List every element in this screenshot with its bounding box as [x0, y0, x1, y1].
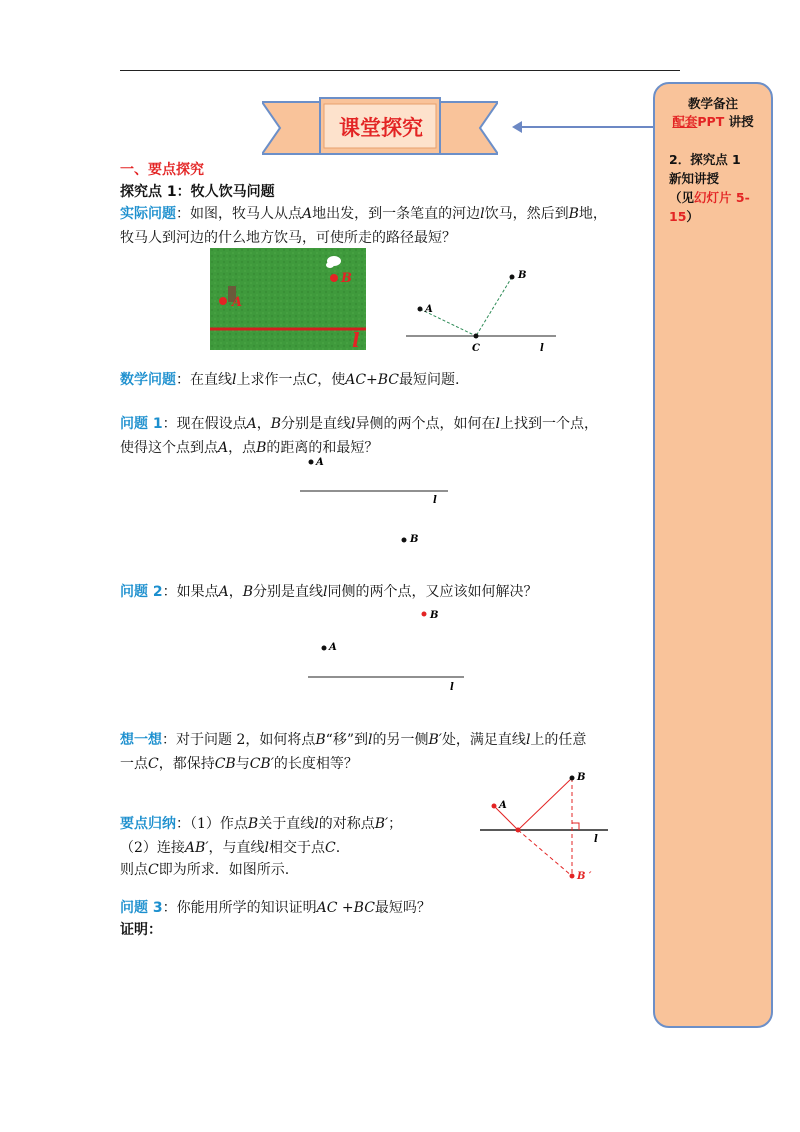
expr: AC+BC: [345, 372, 400, 388]
text-span: 一点: [120, 756, 148, 772]
q2-label: 问题 2: [120, 584, 163, 600]
photo-label-l: l: [352, 328, 360, 350]
pointer-arrow-line: [514, 126, 654, 128]
sidebar-item-open: （见: [669, 190, 695, 205]
var-l: l: [480, 206, 485, 222]
sidebar-item-close: ）: [686, 209, 699, 224]
text-span: 最短问题.: [399, 372, 460, 388]
text-span: ：如果点: [162, 584, 219, 600]
text-span: ，点: [228, 440, 257, 456]
fig3-label-A: A: [329, 642, 337, 653]
var-l: l: [323, 584, 328, 600]
var-l: l: [232, 372, 237, 388]
text-span: 的对称点: [318, 816, 375, 832]
text-span: ：对于问题 2，如何将点: [162, 732, 316, 748]
think-line1: [120, 728, 586, 752]
text-span: 则点: [120, 862, 148, 878]
practical-label: 实际问题: [120, 206, 176, 222]
figure-same-side: [304, 604, 468, 694]
fig4-label-Bp: B ′: [577, 871, 592, 882]
think-line2: [120, 752, 358, 776]
summary-line3: [120, 858, 289, 882]
figure-river-path: [400, 262, 560, 358]
arrow-left-icon: [512, 121, 522, 133]
figure-opposite-sides: [296, 452, 456, 548]
var-A: A: [218, 440, 229, 456]
section-subheading: 探究点 1：牧人饮马问题: [120, 184, 275, 200]
text-span: 上的任意: [530, 732, 587, 748]
var-CB: CB: [214, 756, 236, 772]
sidebar-item-text: 新知讲授: [669, 171, 720, 186]
var-B: B: [256, 440, 267, 456]
text-span: 上找到一个点，: [500, 416, 599, 432]
var-B: B: [315, 732, 326, 748]
text-span: 使得这个点到点: [120, 440, 218, 456]
question3: [120, 896, 431, 920]
text-span: 分别是直线: [281, 416, 352, 432]
photo-label-B: B: [341, 271, 352, 286]
summary-line1: [120, 812, 402, 836]
var-l: l: [367, 732, 373, 748]
text-span: +: [337, 900, 354, 916]
var-CBp: CB′: [249, 756, 274, 772]
text-span: ：（1）作点: [176, 816, 248, 832]
proof-label: 证明：: [120, 922, 162, 938]
text-span: ，: [228, 584, 243, 600]
text-span: ；: [388, 816, 403, 832]
text-span: ，使: [317, 372, 346, 388]
var-Bp: B′: [428, 732, 442, 748]
text-span: 异侧的两个点，如何在: [355, 416, 496, 432]
q3-label: 问题 3: [120, 900, 163, 916]
var-l: l: [495, 416, 501, 432]
var-AC: AC: [316, 900, 338, 916]
var-Bp: B′: [374, 816, 389, 832]
var-l: l: [351, 416, 356, 432]
text-span: ：你能用所学的知识证明: [162, 900, 317, 916]
text-span: 相交于点: [268, 840, 325, 856]
text-span: 上求作一点: [236, 372, 307, 388]
practical-problem-line2: 牧马人到河边的什么地方饮马，可使所走的路径最短？: [120, 230, 456, 246]
text-span: 处，满足直线: [441, 732, 526, 748]
var-B: B: [242, 584, 254, 600]
text-span: 饮马，然后到: [484, 206, 569, 222]
text-span: 即为所求．如图所示.: [158, 862, 290, 878]
text-span: ，与直线: [208, 840, 265, 856]
think-label: 想一想: [120, 732, 162, 748]
text-span: 分别是直线: [253, 584, 324, 600]
text-span: ：如图，牧马人从点: [176, 206, 302, 222]
fig4-label-l: l: [594, 834, 598, 845]
text-span: 的长度相等？: [273, 756, 358, 772]
math-problem: [120, 368, 459, 392]
text-span: 最短吗？: [374, 900, 431, 916]
summary-line2: [120, 836, 340, 860]
var-l: l: [264, 840, 269, 856]
text-span: 地，: [578, 206, 607, 222]
fig1-label-B: B: [518, 270, 527, 281]
banner-title: 课堂探究: [339, 116, 423, 140]
var-B: B: [270, 416, 282, 432]
var-l: l: [525, 732, 531, 748]
sidebar-rest: 讲授: [728, 114, 754, 129]
var-ABp: AB′: [184, 840, 209, 856]
question1-line1: [120, 412, 598, 436]
text-span: 关于直线: [258, 816, 315, 832]
sidebar-ppt: PPT: [697, 114, 725, 129]
var-B: B: [568, 206, 579, 222]
fig1-label-C: C: [472, 343, 480, 354]
var-C: C: [306, 372, 318, 388]
pasture-photo: [210, 248, 366, 350]
text-span: .: [335, 840, 341, 856]
text-span: ，都保持: [158, 756, 215, 772]
text-span: 与: [235, 756, 250, 772]
var-B: B: [247, 816, 259, 832]
text-span: ，: [256, 416, 271, 432]
var-BC: BC: [353, 900, 375, 916]
practical-problem-line1: [120, 202, 607, 226]
fig2-label-l: l: [433, 495, 437, 506]
question2: [120, 580, 538, 604]
text-span: 同侧的两个点，又应该如何解决？: [327, 584, 538, 600]
text-span: “移”到: [325, 732, 368, 748]
fig1-label-l: l: [540, 343, 544, 354]
fig1-label-A: A: [425, 304, 433, 315]
var-l: l: [314, 816, 319, 832]
text-span: （2）连接: [120, 840, 185, 856]
fig4-label-A: A: [499, 800, 507, 811]
section-heading: 一、要点探究: [120, 162, 204, 178]
sidebar-red-word: 配套: [672, 114, 698, 129]
text-span: ：现在假设点: [162, 416, 247, 432]
sidebar-item-num: 2．探究点 1: [669, 152, 741, 167]
fig3-label-l: l: [450, 682, 454, 693]
sidebar-item-slides: 幻灯片 5-15: [669, 190, 750, 224]
text-span: 的另一侧: [372, 732, 429, 748]
q1-label: 问题 1: [120, 416, 163, 432]
var-A: A: [302, 206, 313, 222]
fig3-label-B: B: [430, 610, 439, 621]
var-C: C: [148, 862, 159, 878]
var-C: C: [148, 756, 159, 772]
var-A: A: [246, 416, 257, 432]
photo-label-A: A: [232, 295, 243, 310]
var-A: A: [218, 584, 229, 600]
teaching-notes-sidebar: [653, 82, 773, 1028]
fig2-label-A: A: [316, 457, 324, 468]
sidebar-title: 教学备注: [687, 96, 738, 111]
text-span: 地出发，到一条笔直的河边: [312, 206, 481, 222]
fig2-label-B: B: [410, 534, 419, 545]
math-label: 数学问题: [120, 372, 176, 388]
var-C: C: [324, 840, 336, 856]
summary-label: 要点归纳: [120, 816, 176, 832]
text-span: ：在直线: [176, 372, 232, 388]
fig4-label-B: B: [577, 772, 586, 783]
text-span: 的距离的和最短？: [266, 440, 379, 456]
figure-reflection: [478, 770, 612, 886]
sidebar-item: [669, 150, 769, 226]
header-rule: [120, 70, 680, 71]
sidebar-subtitle: [655, 112, 771, 130]
